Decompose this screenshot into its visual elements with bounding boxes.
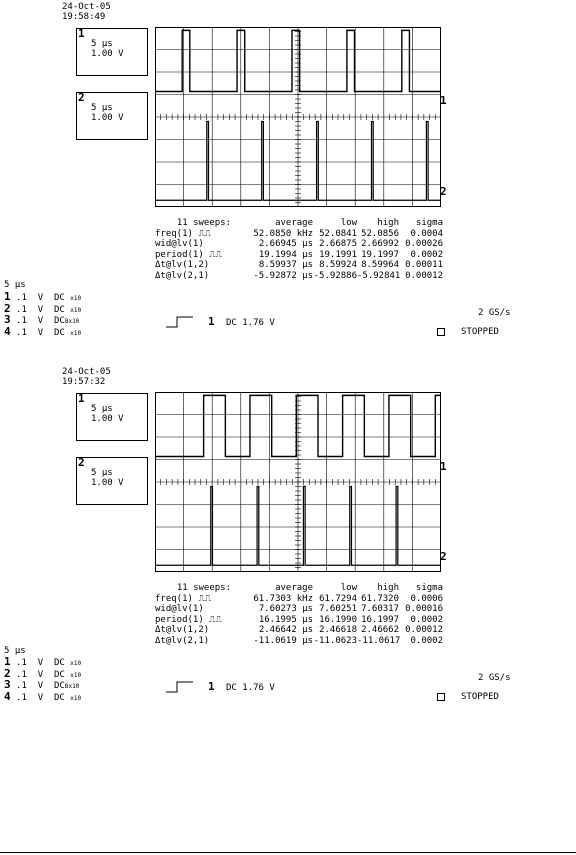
setup-scale: .1 <box>16 669 27 680</box>
header-sweeps: 11 sweeps: <box>176 218 231 228</box>
probe-x10-icon: x10 <box>70 329 82 337</box>
ch1-trace-label: 1 <box>440 460 447 473</box>
measure-sigma: 0.0002 <box>410 635 443 646</box>
sample-rate: 2 GS/s <box>478 673 511 683</box>
measure-sigma: 0.00026 <box>405 239 443 249</box>
measure-high: 2.66992 <box>361 239 399 249</box>
setup-coupling: DC <box>54 316 65 327</box>
setup-coupling: DC <box>54 692 65 703</box>
measurement-table <box>155 218 445 281</box>
measure-average: 2.66945 µs <box>258 239 313 249</box>
measurement-row <box>155 250 445 261</box>
channel-setup-row[interactable] <box>4 666 82 681</box>
capture-date: 24-Oct-05 <box>62 2 111 12</box>
setup-coupling: DC <box>54 658 65 668</box>
measure-average: 2.46642 µs <box>258 625 313 635</box>
channel-1-number: 1 <box>78 27 85 40</box>
measure-sigma: 0.00016 <box>405 604 443 614</box>
measurement-table <box>155 583 445 646</box>
setup-channel-number: 2 <box>4 301 11 315</box>
waveform-grid[interactable] <box>155 27 441 207</box>
measure-low: 61.7294 <box>319 593 357 604</box>
measure-high: 52.0856 <box>361 228 399 239</box>
channel-2-timebase: 5 µs <box>91 468 113 478</box>
measurement-row <box>155 636 445 647</box>
channel-1-volts: 1.00 V <box>91 414 124 424</box>
capture-time: 19:57:32 <box>62 377 106 387</box>
timebase-label: 5 µs <box>4 280 26 290</box>
setup-scale: .1 <box>16 692 27 703</box>
probe-x10-icon: x10 <box>70 671 82 679</box>
bandwidth-limit-icon: Bx10 <box>64 683 80 691</box>
header-high: high <box>377 583 399 593</box>
setup-scale: .1 <box>16 327 27 338</box>
measure-sigma: 0.00011 <box>405 260 443 270</box>
channel-setup-row[interactable] <box>4 315 81 327</box>
channel-2-box[interactable] <box>76 92 148 140</box>
channel-2-number: 2 <box>78 91 85 104</box>
measure-sigma: 0.0006 <box>410 593 443 604</box>
channel-2-number: 2 <box>78 456 85 469</box>
measure-low: 52.0841 <box>319 228 357 239</box>
measure-average: 19.1994 µs <box>258 249 313 260</box>
setup-unit: V <box>37 658 44 668</box>
measure-average: -5.92872 µs <box>253 270 313 281</box>
channel-2-volts: 1.00 V <box>91 478 124 488</box>
probe-x10-icon: x10 <box>70 694 82 702</box>
trigger-channel: 1 <box>208 680 215 693</box>
measure-low: 2.66875 <box>319 239 357 249</box>
setup-coupling: DC <box>54 304 65 315</box>
measure-low: 7.60251 <box>319 604 357 614</box>
measure-sigma: 0.00012 <box>405 625 443 635</box>
setup-channel-number: 2 <box>4 666 11 680</box>
setup-coupling: DC <box>54 327 65 338</box>
channel-setup-row[interactable] <box>4 292 81 304</box>
measure-high: 8.59964 <box>361 260 399 270</box>
header-sigma: sigma <box>415 583 443 593</box>
measure-low: -11.0623 <box>313 635 357 646</box>
channel-2-box[interactable] <box>76 457 148 505</box>
setup-scale: .1 <box>16 316 27 327</box>
channel-1-box[interactable] <box>76 393 148 441</box>
measure-low: 2.46618 <box>319 625 357 635</box>
setup-channel-number: 4 <box>4 689 11 703</box>
channel-2-volts: 1.00 V <box>91 113 124 123</box>
header-sweeps: 11 sweeps: <box>176 583 231 593</box>
setup-scale: .1 <box>16 304 27 315</box>
trigger-channel: 1 <box>208 315 215 328</box>
measure-high: -11.0617 <box>357 635 401 646</box>
setup-unit: V <box>37 304 44 315</box>
measure-average: 8.59937 µs <box>258 260 313 270</box>
ch1-trace-label: 1 <box>440 94 447 107</box>
measure-name: Δt@lv(1,2) <box>155 260 210 270</box>
channel-1-volts: 1.00 V <box>91 49 124 59</box>
measure-sigma: 0.0002 <box>410 614 443 625</box>
waveform-grid[interactable] <box>155 392 441 572</box>
channel-1-timebase: 5 µs <box>91 39 113 49</box>
measure-average: 7.60273 µs <box>258 604 313 614</box>
trigger-edge-icon <box>166 316 194 328</box>
capture-time: 19:58:49 <box>62 12 106 22</box>
setup-scale: .1 <box>16 293 27 303</box>
measurement-row <box>155 239 445 250</box>
measure-sigma: 0.0002 <box>410 249 443 260</box>
setup-unit: V <box>37 327 44 338</box>
channel-1-box[interactable] <box>76 28 148 76</box>
measure-average: 61.7303 kHz <box>253 593 313 604</box>
header-high: high <box>377 218 399 228</box>
channel-setup-row[interactable] <box>4 324 82 339</box>
acquisition-status: STOPPED <box>461 692 499 702</box>
trigger-setting: DC 1.76 V <box>226 318 275 328</box>
measure-name: period(1) ⎍⎍ <box>155 614 222 625</box>
measure-high: 7.60317 <box>361 604 399 614</box>
probe-x10-icon: x10 <box>70 660 82 667</box>
measurement-header <box>155 218 445 229</box>
timebase-label: 5 µs <box>4 646 26 656</box>
measure-sigma: 0.00012 <box>405 270 443 281</box>
channel-1-timebase: 5 µs <box>91 404 113 414</box>
setup-unit: V <box>37 316 44 327</box>
setup-coupling: DC <box>54 681 65 692</box>
measurement-row <box>155 615 445 626</box>
channel-setup-row[interactable] <box>4 689 82 704</box>
measure-name: period(1) ⎍⎍ <box>155 249 222 260</box>
measure-high: -5.92841 <box>357 270 401 281</box>
measure-sigma: 0.0004 <box>410 228 443 239</box>
setup-unit: V <box>37 692 44 703</box>
setup-channel-number: 4 <box>4 324 11 338</box>
measurement-row <box>155 260 445 271</box>
header-average: average <box>275 218 313 228</box>
setup-unit: V <box>37 681 44 692</box>
scope-screen-2 <box>0 365 576 725</box>
measure-average: 16.1995 µs <box>258 614 313 625</box>
measure-name: freq(1) ⎍⎍ <box>155 593 211 604</box>
setup-unit: V <box>37 293 44 303</box>
measure-name: wid@lv(1) <box>155 239 204 249</box>
status-indicator-icon <box>437 693 445 701</box>
measure-low: 19.1991 <box>319 249 357 260</box>
measure-high: 61.7320 <box>361 593 399 604</box>
acquisition-status: STOPPED <box>461 327 499 337</box>
measure-low: 8.59924 <box>319 260 357 270</box>
setup-scale: .1 <box>16 681 27 692</box>
measure-high: 16.1997 <box>361 614 399 625</box>
channel-1-number: 1 <box>78 392 85 405</box>
probe-x10-icon: x10 <box>70 295 82 302</box>
trigger-setting: DC 1.76 V <box>226 683 275 693</box>
channel-setup-row[interactable] <box>4 680 81 692</box>
scope-screen-1 <box>0 0 576 360</box>
channel-setup-list <box>4 292 81 338</box>
setup-channel-number: 1 <box>4 290 11 303</box>
setup-scale: .1 <box>16 658 27 668</box>
measure-average: -11.0619 µs <box>253 635 313 646</box>
measurement-row <box>155 229 445 240</box>
measurement-header <box>155 583 445 594</box>
channel-2-timebase: 5 µs <box>91 103 113 113</box>
measure-average: 52.0850 kHz <box>253 228 313 239</box>
header-low: low <box>340 583 357 593</box>
setup-channel-number: 3 <box>4 678 11 692</box>
setup-unit: V <box>37 669 44 680</box>
measure-name: Δt@lv(2,1) <box>155 270 210 281</box>
header-sigma: sigma <box>415 218 443 228</box>
header-average: average <box>275 583 313 593</box>
capture-date: 24-Oct-05 <box>62 367 111 377</box>
measure-high: 2.46662 <box>361 625 399 635</box>
measurement-row <box>155 271 445 282</box>
setup-coupling: DC <box>54 669 65 680</box>
measure-low: 16.1990 <box>319 614 357 625</box>
measure-name: freq(1) ⎍⎍ <box>155 228 211 239</box>
header-low: low <box>340 218 357 228</box>
setup-channel-number: 3 <box>4 313 11 327</box>
channel-setup-row[interactable] <box>4 301 82 316</box>
ch2-trace-label: 2 <box>440 550 447 563</box>
setup-channel-number: 1 <box>4 655 11 668</box>
channel-setup-list <box>4 657 81 703</box>
page-footer-rule <box>0 852 576 853</box>
trigger-edge-icon <box>166 681 194 693</box>
measure-high: 19.1997 <box>361 249 399 260</box>
measure-low: -5.92886 <box>313 270 357 281</box>
measurement-row <box>155 604 445 615</box>
measurement-row <box>155 594 445 605</box>
probe-x10-icon: x10 <box>70 306 82 314</box>
status-indicator-icon <box>437 328 445 336</box>
sample-rate: 2 GS/s <box>478 308 511 318</box>
bandwidth-limit-icon: Bx10 <box>64 318 80 326</box>
measure-name: Δt@lv(2,1) <box>155 635 210 646</box>
channel-setup-row[interactable] <box>4 657 81 669</box>
ch2-trace-label: 2 <box>440 185 447 198</box>
measure-name: wid@lv(1) <box>155 604 204 614</box>
measure-name: Δt@lv(1,2) <box>155 625 210 635</box>
setup-coupling: DC <box>54 293 65 303</box>
measurement-row <box>155 625 445 636</box>
